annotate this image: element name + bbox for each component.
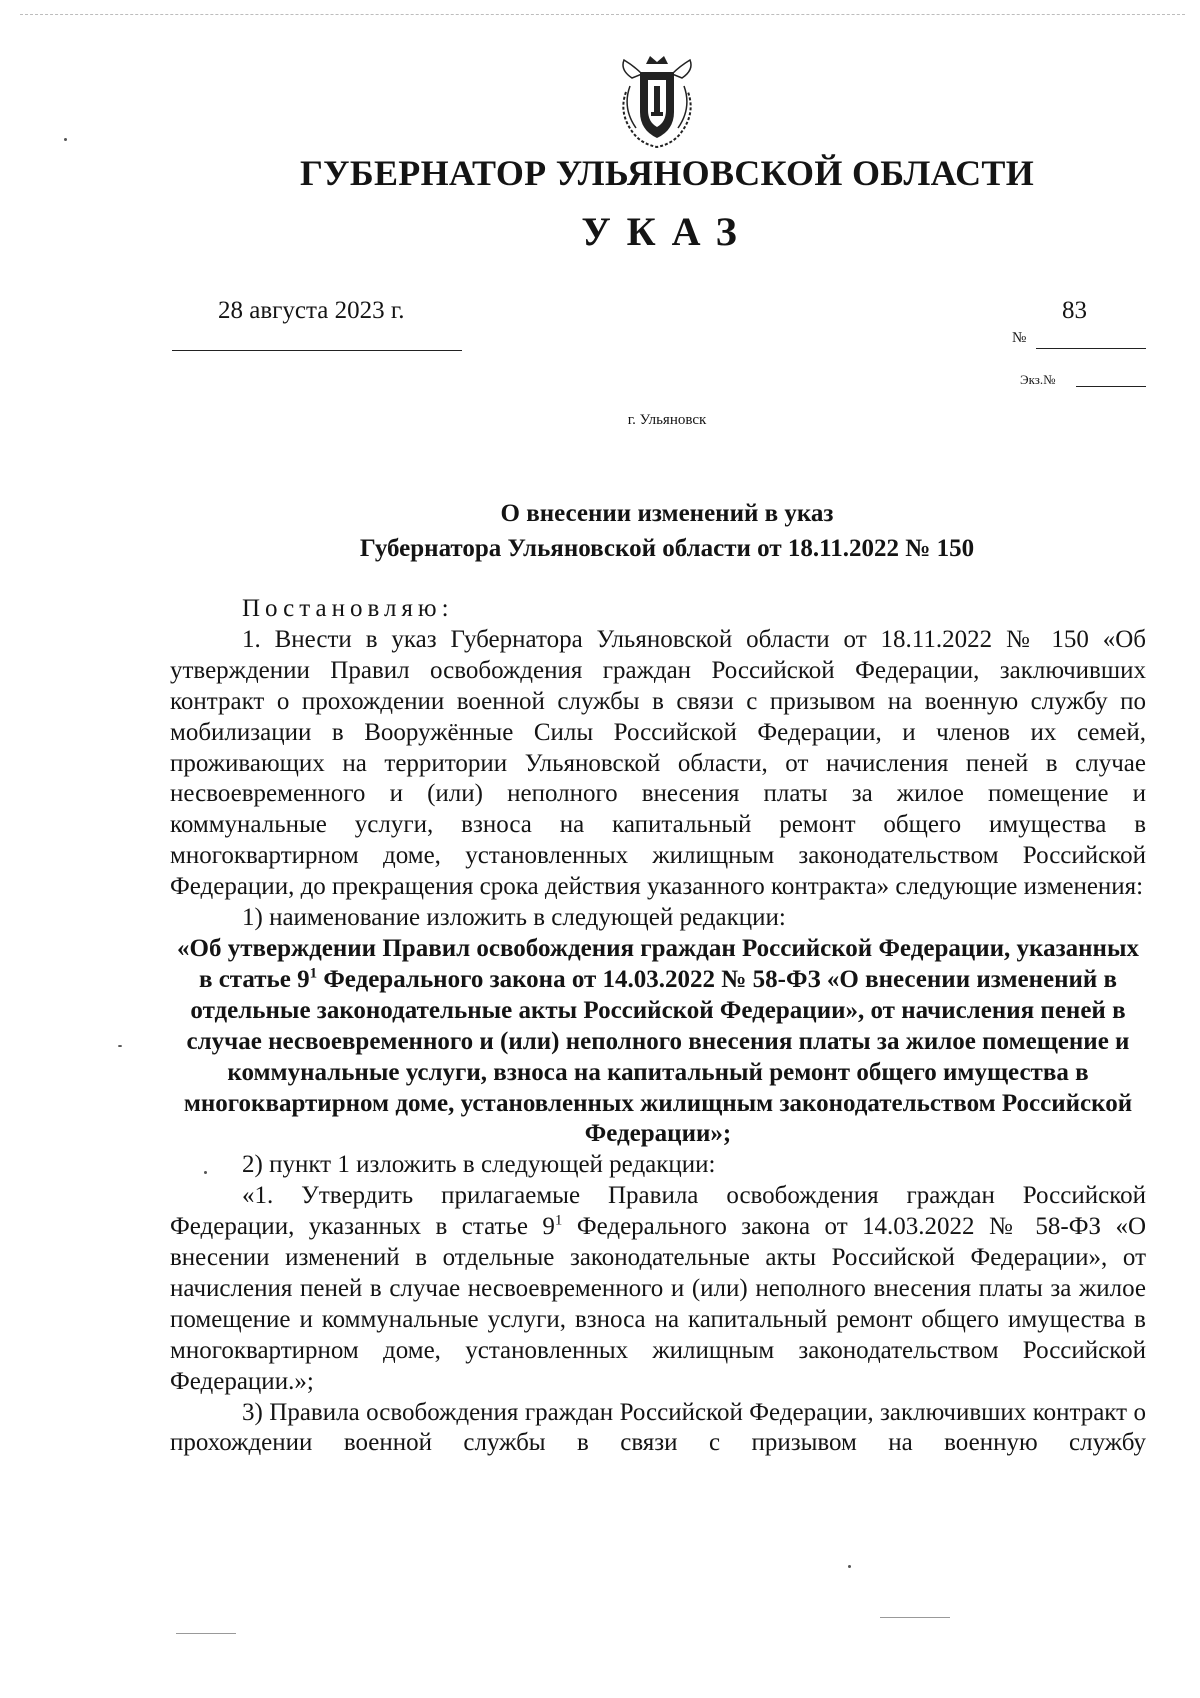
number-underline [1036, 348, 1146, 349]
copy-number-label: Экз.№ [1020, 372, 1056, 387]
preamble: Постановляю: [242, 595, 454, 622]
scan-speck [118, 1045, 122, 1047]
paragraph-1: 1. Внести в указ Губернатора Ульяновской области от 18.11.2022 № 150 «Об утверждении Правил освобождения граждан Российской Федерации, заключивших контракт о прохождении военной службы в связи с призывом на военную службу по мобилизации в Вооружённые Силы Российской Федерации, и членов их семей, проживающих на территории Ульяновской области, от начисления пеней в случае несвоевременного и (или) неполного внесения платы за жилое помещение и коммунальные услуги, взноса на капитальный ремонт общего имущества в многоквартирном доме, установленных жилищным законодательством Российской Федерации, до прекращения срока действия указанного контракта» следующие изменения: [170, 625, 1146, 901]
issuing-authority-heading: ГУБЕРНАТОР УЛЬЯНОВСКОЙ ОБЛАСТИ [299, 153, 1035, 193]
scan-speck [176, 1633, 236, 1634]
scan-speck [848, 1565, 851, 1568]
quote-superscript: 1 [554, 1212, 563, 1229]
date-underline [172, 350, 462, 351]
place-of-issue: г. Ульяновск [627, 412, 707, 428]
item-2-quote [170, 1181, 1146, 1397]
coat-of-arms-emblem [612, 52, 702, 152]
scan-speck [204, 1171, 207, 1174]
new-name-part-b: Федерального закона от 14.03.2022 № 58-ФЗ «О внесении изменений в отдельные законодательные акты Российской Федерации», от начисления пеней в случае несвоевременного и (или) неполного внесения платы за жилое помещение и коммунальные услуги, взноса на капитальный ремонт общего имущества в многоквартирном доме, установленных жилищным законодательством Российской Федерации»; [183, 965, 1133, 1148]
quote-part-b: Федерального закона от 14.03.2022 № 58-ФЗ «О внесении изменений в отдельные законодательные акты Российской Федерации», от начисления пеней в случае несвоевременного и (или) неполного внесения платы за жилое помещение и коммунальные услуги, взноса на капитальный ремонт общего имущества в многоквартирном доме, установленных жилищным законодательством Российской Федерации.»; [170, 1213, 1146, 1395]
new-name-superscript: 1 [309, 965, 318, 982]
item-1-intro: 1) наименование изложить в следующей редакции: [242, 904, 786, 932]
scan-speck [880, 1617, 950, 1618]
decree-body [170, 594, 1146, 1459]
item-3: 3) Правила освобождения граждан Российской Федерации, заключивших контракт о прохождении военной службы в связи с призывом на военную службу [170, 1398, 1146, 1457]
decree-title [0, 496, 1200, 566]
scan-speck [64, 138, 67, 141]
document-type-heading: УКАЗ [581, 209, 753, 254]
decree-title-line-2: Губернатора Ульяновской области от 18.11.2022 № 150 [359, 535, 975, 562]
new-name-text [170, 934, 1146, 1150]
scan-edge [20, 14, 1185, 15]
decree-date: 28 августа 2023 г. [218, 297, 405, 324]
quote-part-a: «1. Утвердить прилагаемые Правила освобождения граждан Российской Федерации, указанных в статье 9 [170, 1182, 1146, 1241]
number-sign-label: № [1012, 330, 1027, 346]
copy-number-underline [1076, 386, 1146, 387]
item-2-intro: 2) пункт 1 изложить в следующей редакции: [242, 1151, 716, 1179]
decree-number: 83 [1062, 297, 1087, 324]
decree-title-line-1: О внесении изменений в указ [500, 500, 834, 527]
new-name-part-a: «Об утверждении Правил освобождения граждан Российской Федерации, указанных в статье 9 [177, 934, 1139, 993]
